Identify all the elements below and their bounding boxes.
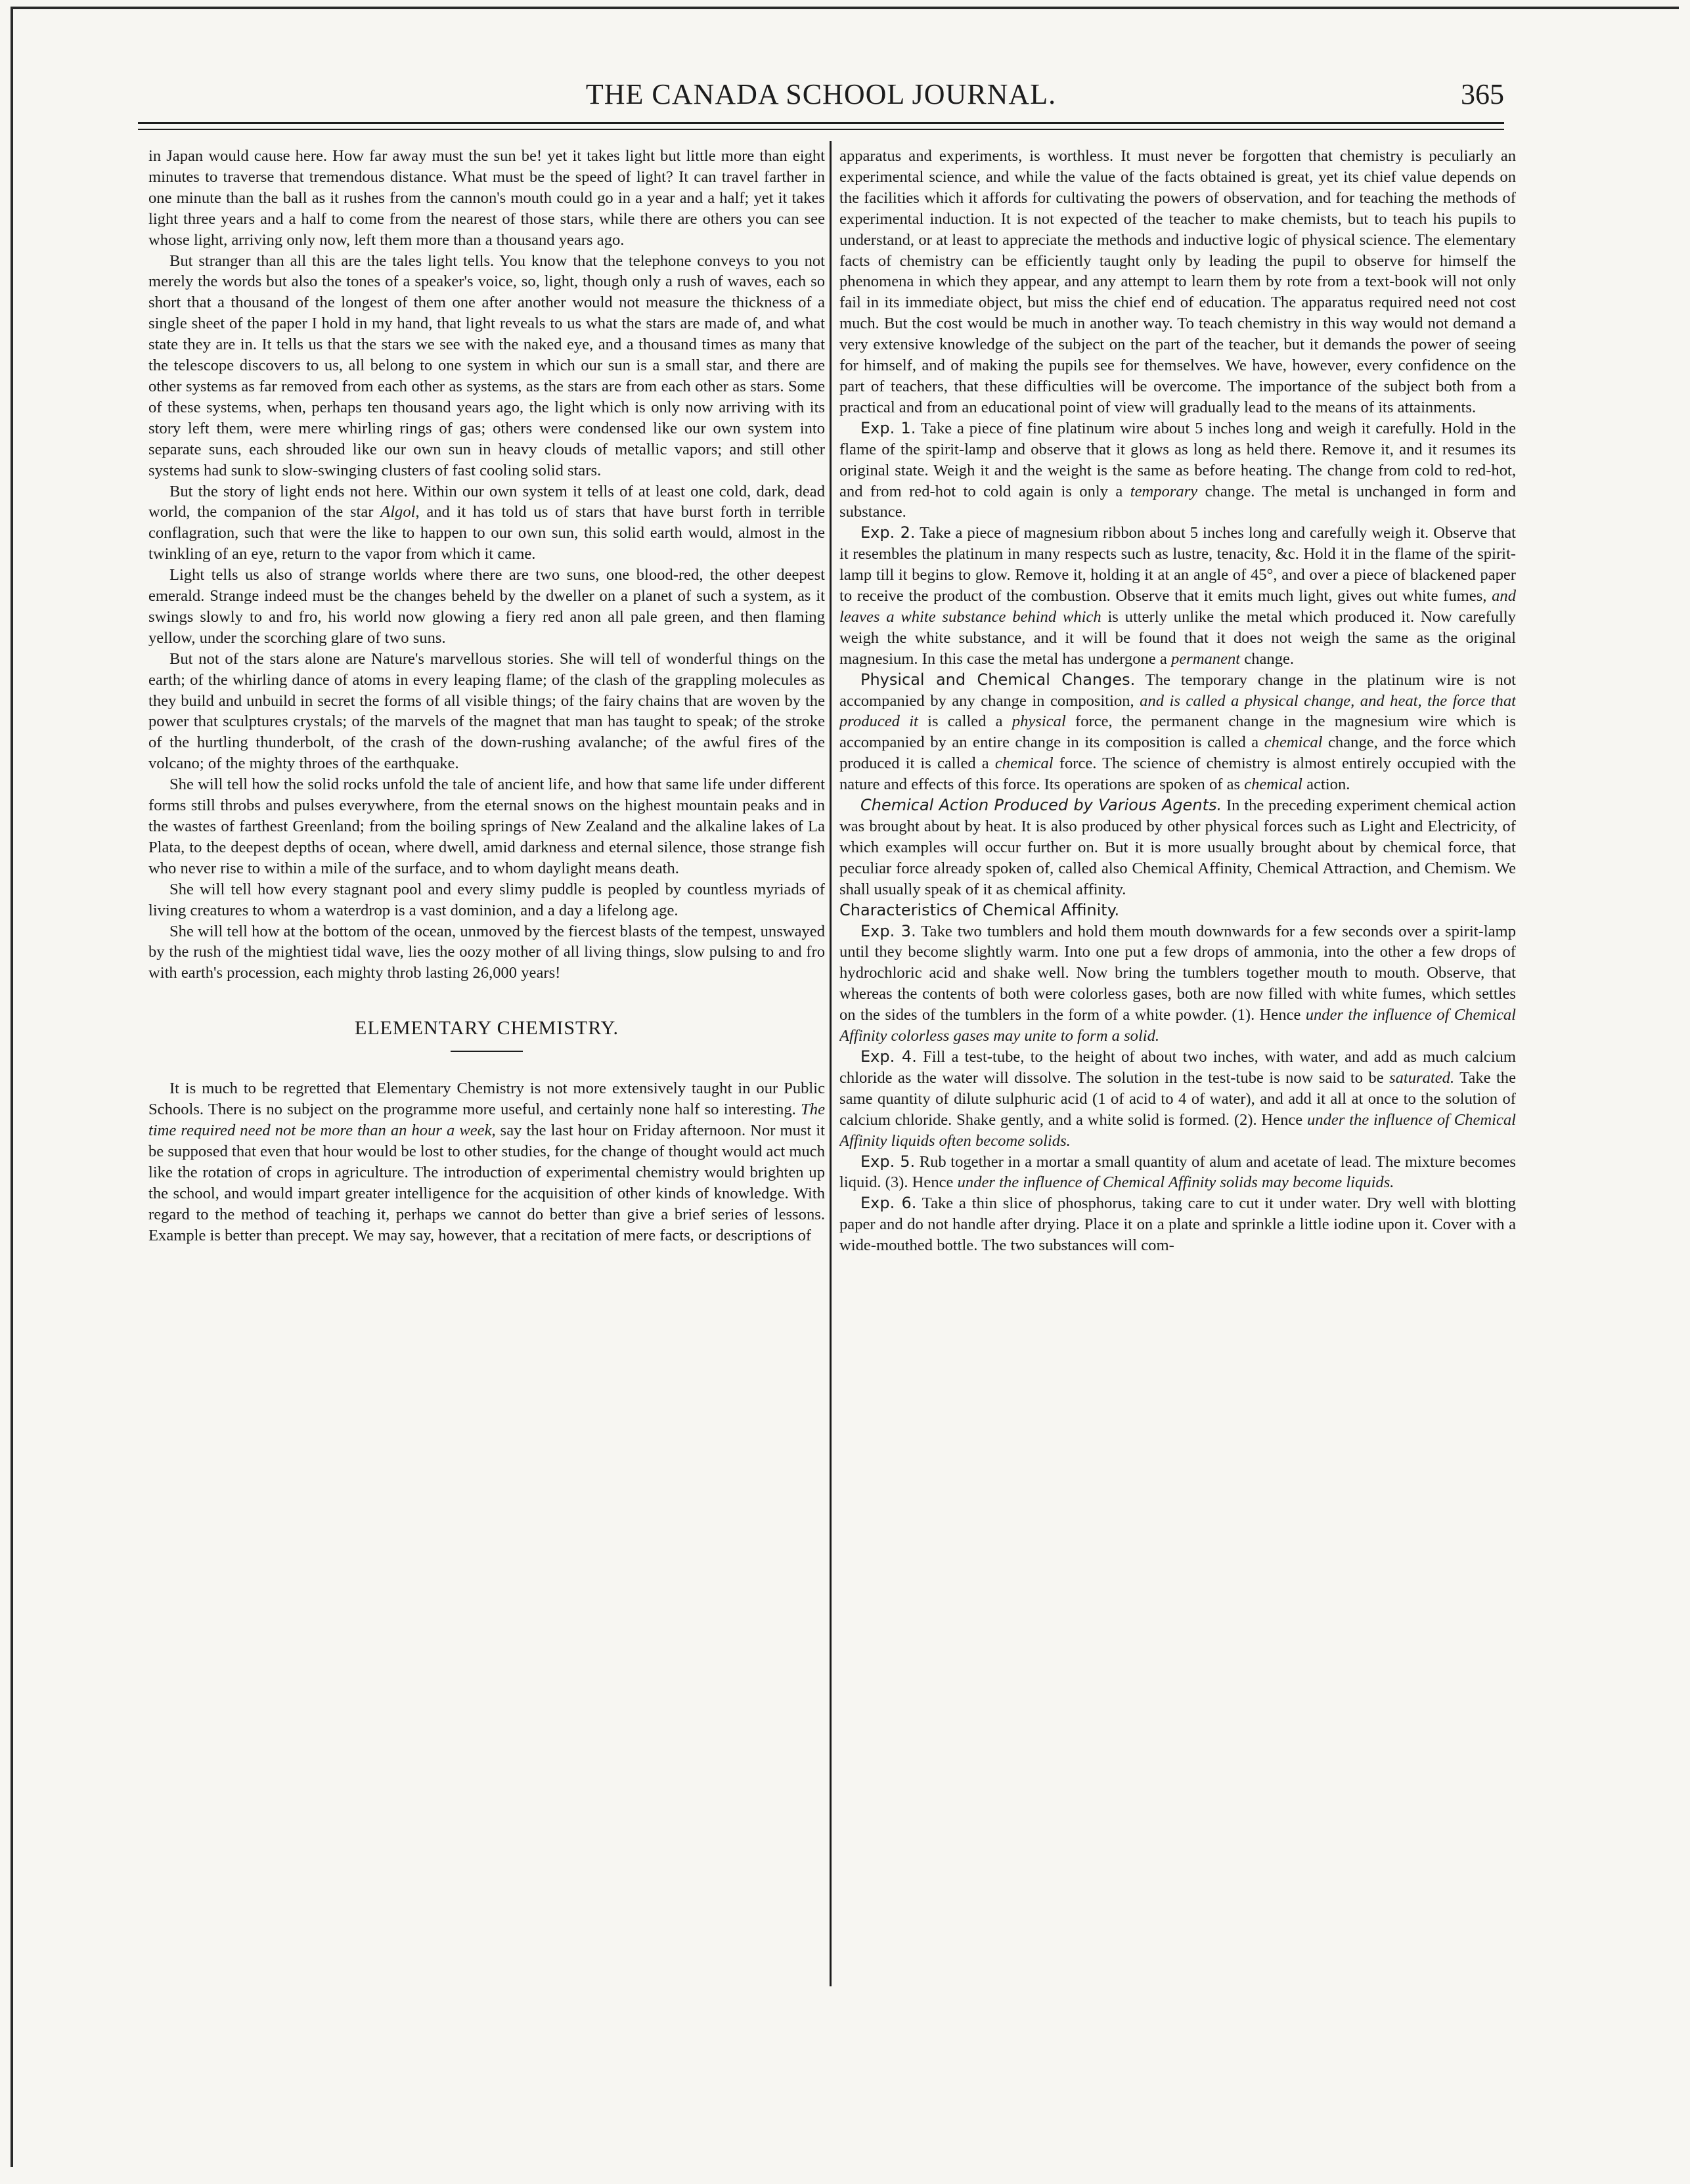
header-rule-top	[138, 122, 1504, 124]
paragraph: But stranger than all this are the tales light tells. You know that the telephone conveys to you not merely the words but also the tones of a speaker's voice, so, light, though only a rush of waves, each so short that a thousand of the longest of them one after another would not measure the thickness of a single sheet of the paper I hold in my hand, that light reveals to us what the stars are made of, and what state they are in. It tells us that the stars we see with the naked eye, and a thousand times as many that the telescope discovers to us, all belong to one system in which our sun is a small star, and there are other systems as far removed from each other as systems, as the stars are from each other as stars. Some of these systems, when, perhaps ten thousand years ago, the light which is only now arriving with its story left them, were mere whirling rings of gas; others were condensed like our own system into separate suns, each shrouded like our own sun in heavy clouds of metallic vapors; and still other systems had sunk to slow-swinging clusters of fast cooling solid stars.	[148, 251, 825, 479]
chemical-action: Chemical Action Produced by Various Agents. In the preceding experiment chemical action was brought about by heat. It is also produced by other physical forces such as Light and Electricity, of which examples will occur further on. But it is more usually brought about by chemical force, that peculiar force already spoken of, called also Chemical Affinity, Chemical Attraction, and Chemism. We shall usually speak of it as chemical affinity.	[839, 796, 1516, 898]
page-top-border	[11, 7, 1679, 9]
section-title: ELEMENTARY CHEMISTRY.	[355, 1017, 619, 1039]
side-heading: Physical and Chemical Changes.	[860, 670, 1136, 689]
right-column	[839, 146, 1516, 1971]
paragraph: It is much to be regretted that Elementary Chemistry is not more extensively taught in our Public Schools. There is no subject on the programme more useful, and certainly none half so interesting. The time required need not be more than an hour a week, say the last hour on Friday afternoon. Nor must it be supposed that even that hour would be lost to other studies, for the change of thought would act much like the rotation of crops in agriculture. The introduction of experimental chemistry would brighten up the school, and would impart greater intelligence for the acquisition of other kinds of knowledge. With regard to the method of teaching it, perhaps we cannot do better than give a brief series of lessons. Example is better than precept. We may say, however, that a recitation of mere facts, or descriptions of	[148, 1080, 825, 1244]
paragraph: in Japan would cause here. How far away must the sun be! yet it takes light but little more than eight minutes to traverse that tremendous distance. What must be the speed of light? It can travel farther in one minute than the ball as it rushes from the cannon's mouth could go in a year and a half; yet it takes light three years and a half to come from the nearest of those stars, while there are others you can see whose light, arriving only now, left them more than a thousand years ago.	[148, 147, 825, 249]
exp-label: Exp. 6.	[860, 1194, 917, 1213]
exp-label: Exp. 5.	[860, 1152, 916, 1171]
left-column	[148, 146, 825, 1971]
side-heading: Chemical Action Produced by Various Agents.	[860, 796, 1222, 815]
paragraph: apparatus and experiments, is worthless. It must never be forgotten that chemistry is peculiarly an experimental science, and while the value of the facts obtained is great, yet its chief value depends on the facilities which it affords for cultivating the powers of observation, and for teaching the methods of experimental induction. It is not expected of the teacher to make chemists, but to teach his pupils to understand, or at least to appreciate the methods and inductive logic of physical science. The elementary facts of chemistry can be efficiently taught only by leading the pupil to observe for himself the phenomena in which they appear, and any attempt to learn them by rote from a text-book will not only fail in its immediate object, but miss the chief end of education. The apparatus required need not cost much. But the cost would be much in another way. To teach chemistry in this way would not demand a very extensive knowledge of the subject on the part of the teacher, but it demands the power of seeing for himself, and of making the pupils see for themselves. We have, however, every confidence on the part of teachers, that these difficulties will be overcome. The importance of the subject both from a practical and from an educational point of view will gradually lead to the means of its attainments.	[839, 147, 1516, 416]
experiment-6: Exp. 6. Take a thin slice of phosphorus, taking care to cut it under water. Dry well with blotting paper and do not handle after drying. Place it on a plate and sprinkle a little iodine upon it. Cover with a wide-mouthed bottle. The two substances will com-	[839, 1194, 1516, 1255]
header-rule-bottom	[138, 129, 1504, 130]
journal-title: THE CANADA SCHOOL JOURNAL.	[585, 78, 1057, 110]
experiment-5: Exp. 5. Rub together in a mortar a small quantity of alum and acetate of lead. The mixture becomes liquid. (3). Hence under the influence of Chemical Affinity solids may become liquids.	[839, 1152, 1516, 1192]
page-number: 365	[1461, 78, 1504, 110]
exp-label: Exp. 4.	[860, 1047, 917, 1066]
experiment-3: Exp. 3. Take two tumblers and hold them mouth downwards for a few seconds over a spirit-lamp until they become slightly warm. Into one put a few drops of ammonia, into the other a few drops of hydrochloric acid and shake well. Now bring the tumblers together mouth to mouth. Observe, that whereas the contents of both were colorless gases, both are now filled with white fumes, which settles on the sides of the tumblers in the form of a white powder. (1). Hence under the influence of Chemical Affinity colorless gases may unite to form a solid.	[839, 921, 1516, 1045]
experiment-1: Exp. 1. Take a piece of fine platinum wire about 5 inches long and weigh it carefully. Hold in the flame of the spirit-lamp and observe that it glows as long as held there. Remove it, and it resumes its original state. Weigh it and the weight is the same as before heating. The change from cold to red-hot, and from red-hot to cold again is only a temporary change. The metal is unchanged in form and substance.	[839, 418, 1516, 521]
page-left-border	[11, 7, 13, 2167]
section-divider	[451, 1051, 523, 1052]
page-header	[138, 77, 1504, 117]
paragraph: But the story of light ends not here. Within our own system it tells of at least one cold, dark, dead world, the companion of the star Algol, and it has told us of stars that have burst forth in terrible conflagration, such that were the like to happen to our own sun, this solid earth would, almost in the twinkling of an eye, return to the vapor from which it came.	[148, 482, 825, 563]
paragraph: She will tell how every stagnant pool and every slimy puddle is peopled by countless myriads of living creatures to whom a waterdrop is a vast dominion, and a day a lifelong age.	[148, 880, 825, 919]
paragraph: Light tells us also of strange worlds where there are two suns, one blood-red, the other deepest emerald. Strange indeed must be the changes beheld by the dweller on a planet of such a system, as it swings slowly to and fro, his world now glowing a fiery red anon all pale green, and then flaming yellow, under the scorching glare of two suns.	[148, 566, 825, 647]
paragraph: She will tell how the solid rocks unfold the tale of ancient life, and how that same life under different forms still throbs and pulses everywhere, from the eternal snows on the highest mountain peaks and in the wastes of farthest Greenland; from the boiling springs of New Zealand and the alkaline lakes of La Plata, to the deepest depths of ocean, where dwell, amid darkness and eternal silence, those strange fish who never rise to within a mile of the surface, and to whom daylight means death.	[148, 775, 825, 877]
exp-label: Exp. 2.	[860, 523, 916, 542]
paragraph: She will tell how at the bottom of the ocean, unmoved by the fiercest blasts of the tempest, unswayed by the rush of the mightiest tidal wave, lies the oozy mother of all living things, slow pulsing to and fro with earth's procession, each mighty throb lasting 26,000 years!	[148, 922, 825, 982]
side-heading: Characteristics of Chemical Affinity.	[839, 900, 1120, 919]
exp-label: Exp. 3.	[860, 921, 916, 940]
paragraph: But not of the stars alone are Nature's marvellous stories. She will tell of wonderful things on the earth; of the whirling dance of atoms in every leaping flame; of the clash of the grappling molecules as they build and unbuild in secret the forms of all visible things; of the fairy chains that are woven by the power that sculptures crystals; of the marvels of the magnet that man has taught to speak; of the stroke of the hurtling thunderbolt, of the crash of the down-rushing avalanche; of the awful fires of the volcano; of the mighty throes of the earthquake.	[148, 649, 825, 773]
experiment-4: Exp. 4. Fill a test-tube, to the height of about two inches, with water, and add as much calcium chloride as the water will dissolve. The solution in the test-tube is now said to be saturated. Take the same quantity of dilute sulphuric acid (1 of acid to 4 of water), and add it all at once to the solution of calcium chloride. Shake gently, and a white solid is formed. (2). Hence under the influence of Chemical Affinity liquids often become solids.	[839, 1047, 1516, 1150]
exp-label: Exp. 1.	[860, 418, 916, 437]
experiment-2: Exp. 2. Take a piece of magnesium ribbon about 5 inches long and carefully weigh it. Observe that it resembles the platinum in many respects such as lustre, tenacity, &c. Hold it in the flame of the spirit-lamp till it begins to glow. Remove it, holding it at an angle of 45°, and over a piece of blackened paper to receive the product of the combustion. Observe that it emits much light, gives out white fumes, and leaves a white substance behind which is utterly unlike the metal which produced it. Now carefully weigh the white substance, and it will be found that it does not weigh the same as the original magnesium. In this case the metal has undergone a permanent change.	[839, 523, 1516, 668]
characteristics-heading	[839, 900, 1516, 921]
physical-chemical-changes: Physical and Chemical Changes. The temporary change in the platinum wire is not accompanied by any change in composition, and is called a physical change, and heat, the force that produced it is called a physical force, the permanent change in the magnesium wire which is accompanied by an entire change in its composition is called a chemical change, and the force which produced it is called a chemical force. The science of chemistry is almost entirely occupied with the nature and effects of this force. Its operations are spoken of as chemical action.	[839, 670, 1516, 794]
column-divider	[830, 141, 832, 1986]
